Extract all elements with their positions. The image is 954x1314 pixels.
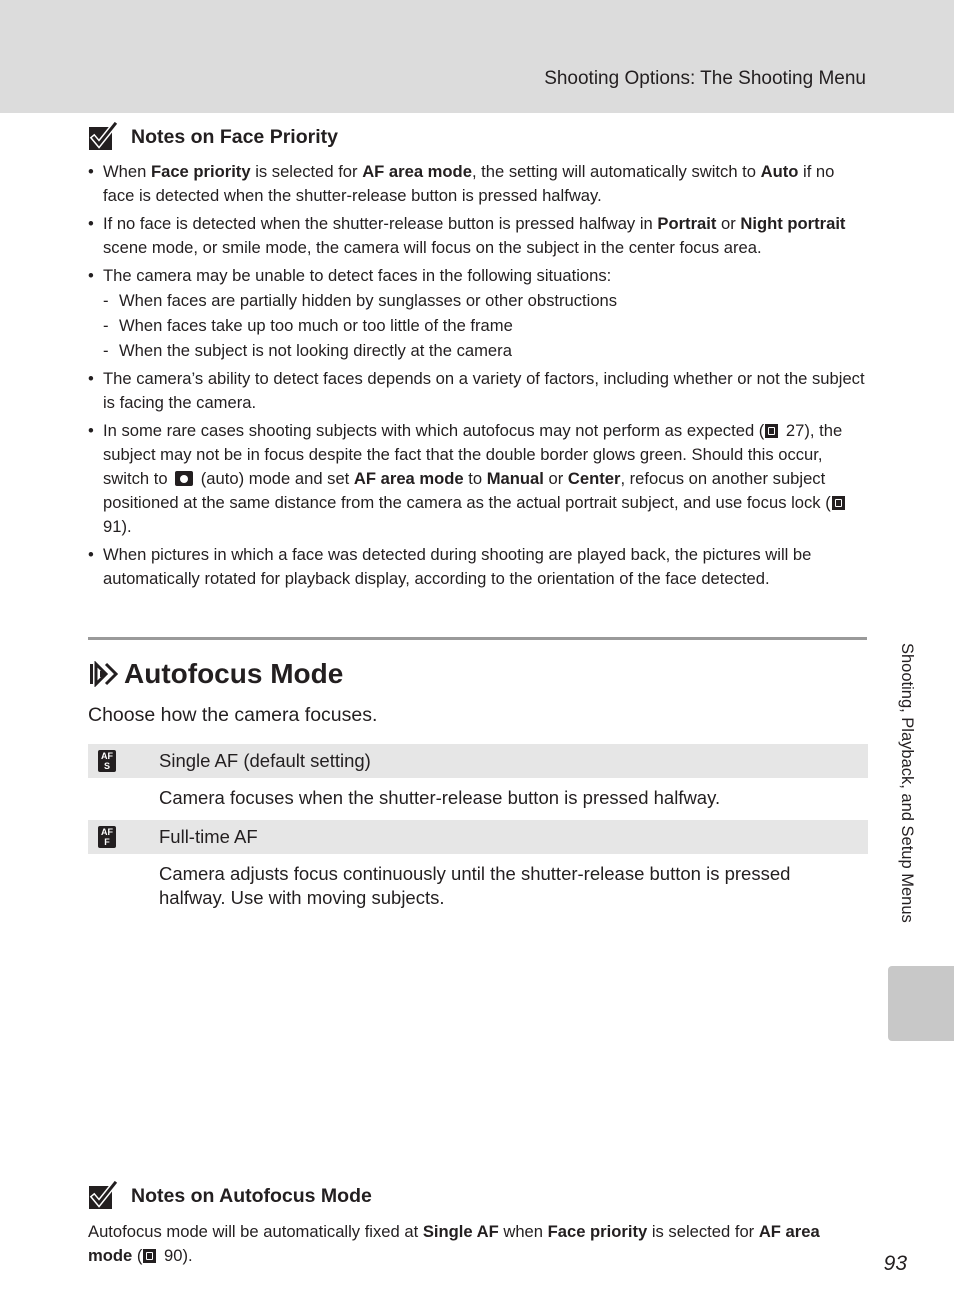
emphasis-term: AF area mode (88, 1222, 820, 1265)
page-number: 93 (883, 1252, 907, 1275)
page-reference-icon (143, 1249, 156, 1263)
emphasis-term: AF area mode (353, 469, 464, 488)
emphasis-term: Auto (760, 162, 799, 181)
header-band (0, 0, 954, 113)
side-tab-label: Shooting, Playback, and Setup Menus (898, 643, 916, 923)
notes-title: Notes on Face Priority (131, 125, 338, 148)
af-s-icon: AF S (98, 750, 116, 772)
side-tab-marker (888, 966, 954, 1041)
mode-row-full-time-af (88, 820, 868, 854)
section-divider (88, 637, 867, 640)
checkmark-icon (88, 1181, 118, 1211)
section-title: Autofocus Mode (124, 658, 344, 689)
emphasis-term: Center (567, 469, 621, 488)
list-item: • In some rare cases shooting subjects with which autofocus may not perform as expected ( 27), the subject may not be in focus despite the fact that the double border glows green. Should this occur, switch to (auto) mode and set AF area mode to Manual or Center, refocus on another subject positioned at the same distance from the camera as the actual portrait subject, and use focus lock ( 91). (88, 419, 870, 539)
notes-face-priority-heading (88, 120, 338, 154)
section-subtitle: Choose how the camera focuses. (88, 704, 378, 726)
emphasis-term: Single AF (422, 1222, 499, 1241)
sub-item: - When the subject is not looking directly at the camera (103, 338, 870, 363)
list-item: • The camera’s ability to detect faces depends on a variety of factors, including whether or not the subject is facing the camera. (88, 367, 870, 415)
emphasis-term: Portrait (657, 214, 717, 233)
page-reference-icon (765, 424, 778, 438)
mode-description: Camera focuses when the shutter-release button is pressed halfway. (159, 787, 721, 808)
emphasis-term: Face priority (547, 1222, 648, 1241)
mode-description: Camera adjusts focus continuously until the shutter-release button is pressed halfway. Use with moving subjects. (159, 863, 791, 908)
list-item: • When Face priority is selected for AF area mode, the setting will automatically switch to Auto if no face is detected when the shutter-release button is pressed halfway. (88, 160, 870, 208)
autofocus-note-body: Autofocus mode will be automatically fixed at Single AF when Face priority is selected for AF area mode ( 90). (88, 1222, 820, 1265)
emphasis-term: AF area mode (362, 162, 472, 181)
camera-mode-icon (175, 471, 193, 486)
face-priority-notes-list (88, 160, 870, 595)
emphasis-term: Manual (486, 469, 544, 488)
mode-row-single-af (88, 744, 868, 778)
list-item: • If no face is detected when the shutter-release button is pressed halfway in Portrait or Night portrait scene mode, or smile mode, the camera will focus on the subject in the center focus area. (88, 212, 870, 260)
mode-label: Full-time AF (159, 826, 258, 847)
running-header: Shooting Options: The Shooting Menu (544, 68, 866, 89)
notes-title: Notes on Autofocus Mode (131, 1184, 372, 1207)
emphasis-term: Night portrait (740, 214, 846, 233)
checkmark-icon (88, 122, 118, 152)
emphasis-term: Face priority (150, 162, 251, 181)
sub-item: - When faces are partially hidden by sunglasses or other obstructions (103, 288, 870, 313)
situation-sublist (103, 288, 870, 363)
section-heading (88, 658, 343, 690)
autofocus-mode-icon (88, 661, 118, 687)
list-item: • The camera may be unable to detect faces in the following situations: - When faces are partially hidden by sunglasses or other obstructions - When faces take up too much or too little of the frame - When the subject is not looking directly at the camera (88, 264, 870, 363)
sub-item: - When faces take up too much or too little of the frame (103, 313, 870, 338)
list-item: • When pictures in which a face was detected during shooting are played back, the pictures will be automatically rotated for playback display, according to the orientation of the face detected. (88, 543, 870, 591)
mode-label: Single AF (default setting) (159, 750, 371, 771)
page-reference-icon (832, 496, 845, 510)
af-f-icon: AF F (98, 826, 116, 848)
notes-autofocus-heading (88, 1179, 372, 1213)
autofocus-mode-table (88, 744, 868, 920)
